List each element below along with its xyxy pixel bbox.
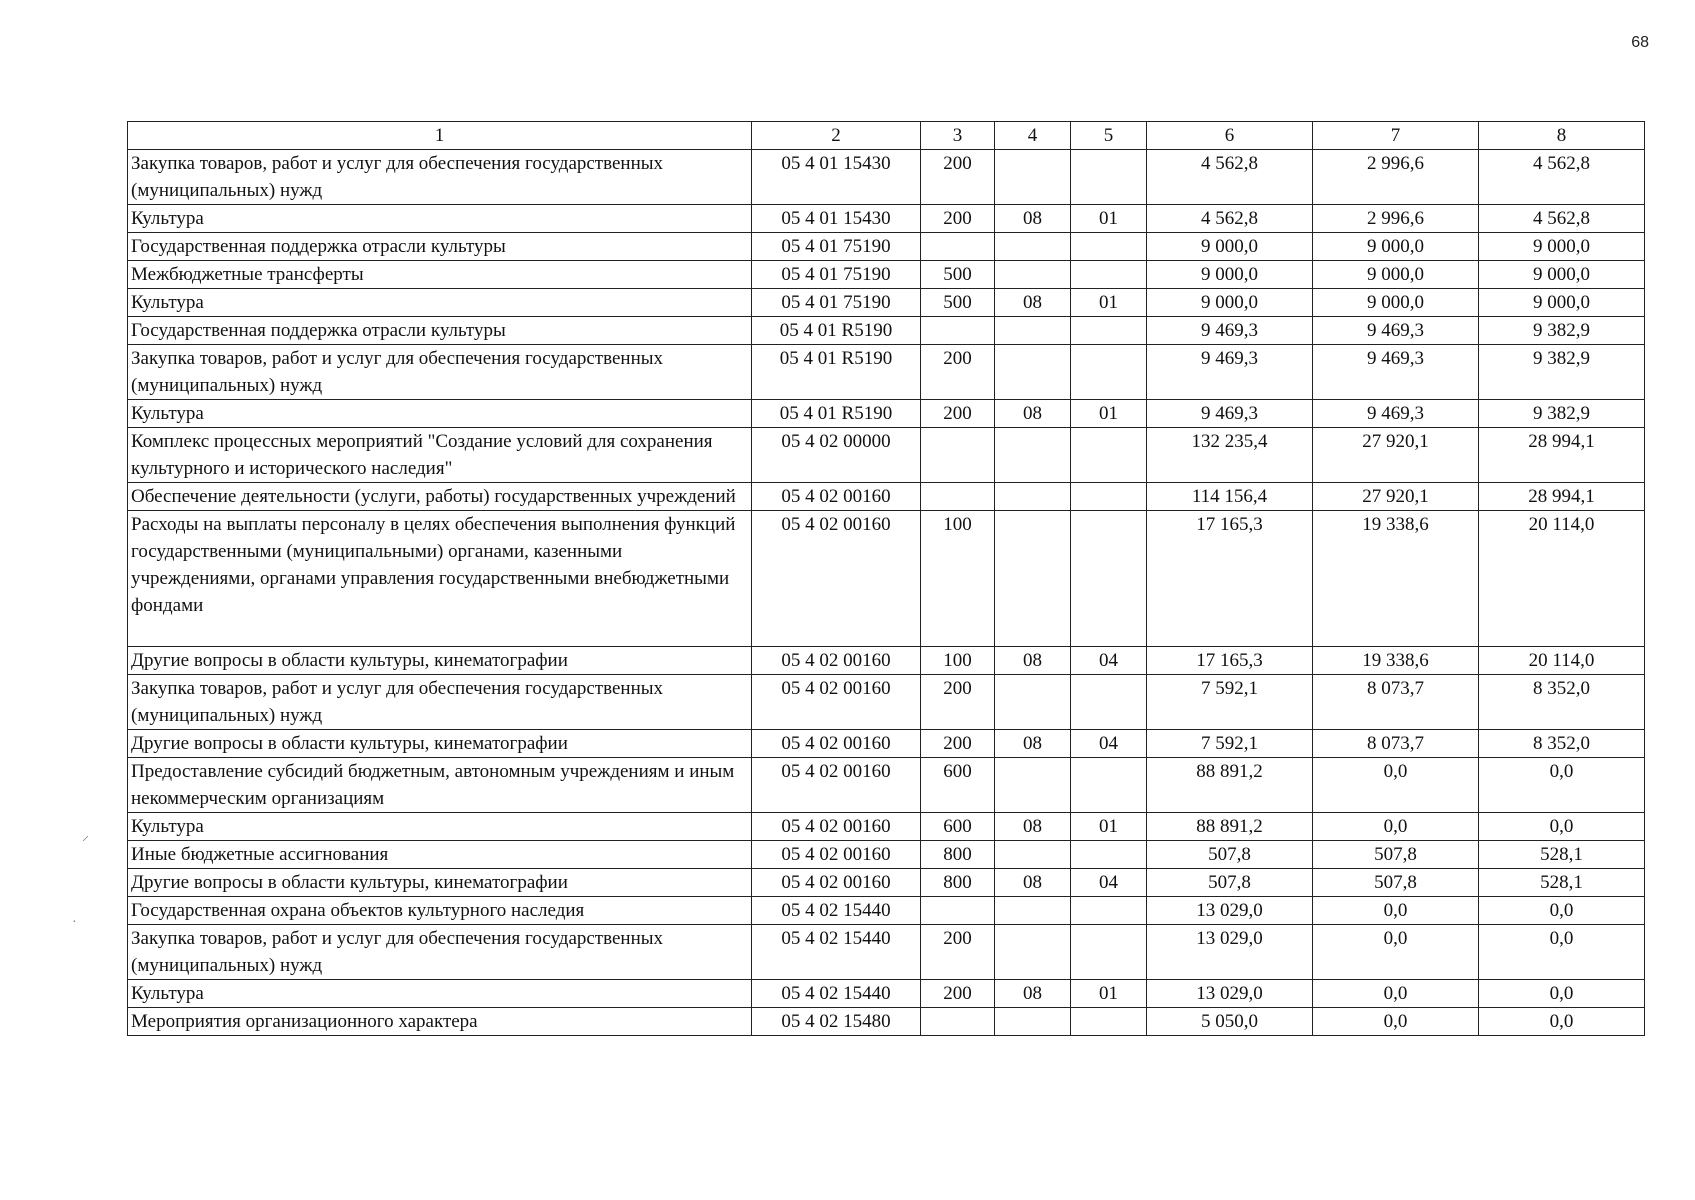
cell-section <box>995 675 1071 730</box>
cell-section <box>995 317 1071 345</box>
cell-amount-col-7: 9 000,0 <box>1313 289 1479 317</box>
table-row <box>128 841 1645 869</box>
cell-amount-col-8: 9 382,9 <box>1479 317 1645 345</box>
cell-target-code: 05 4 02 00160 <box>752 869 921 897</box>
cell-amount-col-8: 8 352,0 <box>1479 675 1645 730</box>
cell-target-code: 05 4 01 15430 <box>752 150 921 205</box>
cell-amount-col-6: 4 562,8 <box>1147 150 1313 205</box>
cell-amount-col-8: 0,0 <box>1479 897 1645 925</box>
cell-expense-type: 200 <box>921 730 995 758</box>
scan-dot: · <box>72 915 77 930</box>
cell-expense-type: 200 <box>921 345 995 400</box>
table-row <box>128 730 1645 758</box>
cell-expense-name: Государственная поддержка отрасли культуры <box>128 317 752 345</box>
cell-section: 08 <box>995 980 1071 1008</box>
cell-amount-col-6: 507,8 <box>1147 841 1313 869</box>
cell-section <box>995 483 1071 511</box>
cell-amount-col-6: 9 000,0 <box>1147 261 1313 289</box>
cell-section: 08 <box>995 289 1071 317</box>
table-row <box>128 647 1645 675</box>
cell-section <box>995 841 1071 869</box>
cell-amount-col-6: 9 469,3 <box>1147 317 1313 345</box>
cell-section: 08 <box>995 730 1071 758</box>
cell-amount-col-8: 0,0 <box>1479 758 1645 813</box>
cell-target-code: 05 4 02 00160 <box>752 483 921 511</box>
table-body <box>128 150 1645 1036</box>
cell-expense-type: 200 <box>921 400 995 428</box>
cell-amount-col-6: 5 050,0 <box>1147 1008 1313 1036</box>
cell-subsection: 01 <box>1071 289 1147 317</box>
cell-amount-col-7: 0,0 <box>1313 897 1479 925</box>
cell-subsection <box>1071 233 1147 261</box>
cell-subsection: 01 <box>1071 980 1147 1008</box>
cell-expense-name: Обеспечение деятельности (услуги, работы) государственных учреждений <box>128 483 752 511</box>
cell-expense-name: Межбюджетные трансферты <box>128 261 752 289</box>
cell-target-code: 05 4 02 15440 <box>752 897 921 925</box>
cell-target-code: 05 4 01 R5190 <box>752 400 921 428</box>
cell-expense-type: 200 <box>921 980 995 1008</box>
cell-expense-name: Культура <box>128 813 752 841</box>
cell-amount-col-8: 528,1 <box>1479 869 1645 897</box>
cell-subsection <box>1071 925 1147 980</box>
cell-amount-col-8: 0,0 <box>1479 925 1645 980</box>
cell-amount-col-6: 507,8 <box>1147 869 1313 897</box>
cell-target-code: 05 4 02 00160 <box>752 730 921 758</box>
cell-expense-type: 200 <box>921 925 995 980</box>
table-row <box>128 897 1645 925</box>
cell-target-code: 05 4 01 R5190 <box>752 317 921 345</box>
cell-subsection <box>1071 511 1147 647</box>
cell-expense-name: Другие вопросы в области культуры, кинематографии <box>128 730 752 758</box>
cell-expense-type: 200 <box>921 150 995 205</box>
cell-section <box>995 428 1071 483</box>
cell-amount-col-7: 0,0 <box>1313 758 1479 813</box>
cell-section <box>995 233 1071 261</box>
table-row <box>128 758 1645 813</box>
cell-expense-type: 600 <box>921 758 995 813</box>
cell-subsection: 04 <box>1071 647 1147 675</box>
cell-expense-type <box>921 1008 995 1036</box>
cell-amount-col-7: 2 996,6 <box>1313 150 1479 205</box>
table-row <box>128 261 1645 289</box>
column-header-1: 1 <box>128 122 752 150</box>
column-header-8: 8 <box>1479 122 1645 150</box>
cell-subsection: 01 <box>1071 813 1147 841</box>
cell-amount-col-7: 19 338,6 <box>1313 647 1479 675</box>
cell-amount-col-7: 27 920,1 <box>1313 428 1479 483</box>
cell-amount-col-7: 27 920,1 <box>1313 483 1479 511</box>
cell-expense-type <box>921 428 995 483</box>
table-row <box>128 345 1645 400</box>
cell-expense-name: Государственная поддержка отрасли культуры <box>128 233 752 261</box>
cell-target-code: 05 4 02 00160 <box>752 758 921 813</box>
cell-subsection: 04 <box>1071 869 1147 897</box>
cell-expense-name: Закупка товаров, работ и услуг для обеспечения государственных (муниципальных) нужд <box>128 925 752 980</box>
cell-amount-col-8: 28 994,1 <box>1479 428 1645 483</box>
cell-expense-type <box>921 233 995 261</box>
cell-amount-col-7: 0,0 <box>1313 925 1479 980</box>
cell-expense-type <box>921 317 995 345</box>
cell-subsection <box>1071 1008 1147 1036</box>
cell-amount-col-7: 9 000,0 <box>1313 261 1479 289</box>
table-row <box>128 980 1645 1008</box>
column-header-4: 4 <box>995 122 1071 150</box>
table-row <box>128 511 1645 647</box>
cell-amount-col-6: 17 165,3 <box>1147 647 1313 675</box>
cell-amount-col-7: 9 469,3 <box>1313 400 1479 428</box>
cell-expense-type: 800 <box>921 869 995 897</box>
cell-amount-col-7: 9 469,3 <box>1313 317 1479 345</box>
cell-target-code: 05 4 02 15440 <box>752 925 921 980</box>
cell-expense-name: Закупка товаров, работ и услуг для обеспечения государственных (муниципальных) нужд <box>128 150 752 205</box>
table-row <box>128 869 1645 897</box>
cell-expense-name: Культура <box>128 400 752 428</box>
cell-expense-name: Культура <box>128 289 752 317</box>
cell-target-code: 05 4 02 00160 <box>752 647 921 675</box>
cell-amount-col-6: 9 000,0 <box>1147 289 1313 317</box>
cell-amount-col-6: 17 165,3 <box>1147 511 1313 647</box>
cell-amount-col-7: 19 338,6 <box>1313 511 1479 647</box>
budget-table <box>127 121 1645 1036</box>
cell-section: 08 <box>995 647 1071 675</box>
cell-amount-col-8: 0,0 <box>1479 980 1645 1008</box>
cell-expense-name: Мероприятия организационного характера <box>128 1008 752 1036</box>
cell-target-code: 05 4 02 00000 <box>752 428 921 483</box>
cell-expense-type <box>921 483 995 511</box>
cell-target-code: 05 4 02 15480 <box>752 1008 921 1036</box>
table-row <box>128 925 1645 980</box>
table-row <box>128 675 1645 730</box>
cell-amount-col-8: 528,1 <box>1479 841 1645 869</box>
cell-section <box>995 758 1071 813</box>
header-row <box>128 122 1645 150</box>
cell-amount-col-7: 507,8 <box>1313 869 1479 897</box>
table-row <box>128 233 1645 261</box>
cell-amount-col-6: 88 891,2 <box>1147 813 1313 841</box>
cell-amount-col-8: 9 000,0 <box>1479 289 1645 317</box>
cell-amount-col-7: 0,0 <box>1313 980 1479 1008</box>
cell-expense-type: 800 <box>921 841 995 869</box>
column-header-5: 5 <box>1071 122 1147 150</box>
cell-amount-col-6: 4 562,8 <box>1147 205 1313 233</box>
cell-amount-col-7: 2 996,6 <box>1313 205 1479 233</box>
cell-amount-col-6: 9 469,3 <box>1147 345 1313 400</box>
cell-amount-col-8: 9 000,0 <box>1479 233 1645 261</box>
cell-amount-col-6: 13 029,0 <box>1147 925 1313 980</box>
cell-section <box>995 150 1071 205</box>
cell-amount-col-7: 0,0 <box>1313 1008 1479 1036</box>
cell-amount-col-8: 9 382,9 <box>1479 400 1645 428</box>
cell-expense-name: Расходы на выплаты персоналу в целях обеспечения выполнения функций государственными (муниципальными) органами, казенными учреждениями, органами управления государственными внебюджетными фондами <box>128 511 752 647</box>
scan-mark: ⸝ <box>82 829 89 844</box>
cell-amount-col-6: 13 029,0 <box>1147 980 1313 1008</box>
cell-target-code: 05 4 02 15440 <box>752 980 921 1008</box>
cell-amount-col-7: 0,0 <box>1313 813 1479 841</box>
cell-amount-col-6: 13 029,0 <box>1147 897 1313 925</box>
table-row <box>128 483 1645 511</box>
cell-subsection <box>1071 758 1147 813</box>
cell-amount-col-6: 9 000,0 <box>1147 233 1313 261</box>
cell-amount-col-7: 507,8 <box>1313 841 1479 869</box>
cell-amount-col-8: 20 114,0 <box>1479 511 1645 647</box>
cell-amount-col-7: 9 000,0 <box>1313 233 1479 261</box>
cell-amount-col-8: 4 562,8 <box>1479 205 1645 233</box>
cell-amount-col-7: 8 073,7 <box>1313 730 1479 758</box>
cell-amount-col-8: 20 114,0 <box>1479 647 1645 675</box>
table-row <box>128 400 1645 428</box>
cell-amount-col-6: 88 891,2 <box>1147 758 1313 813</box>
column-header-7: 7 <box>1313 122 1479 150</box>
cell-subsection: 01 <box>1071 205 1147 233</box>
cell-expense-type: 500 <box>921 289 995 317</box>
cell-amount-col-7: 8 073,7 <box>1313 675 1479 730</box>
table-row <box>128 289 1645 317</box>
cell-target-code: 05 4 01 75190 <box>752 233 921 261</box>
cell-expense-type <box>921 897 995 925</box>
cell-expense-type: 600 <box>921 813 995 841</box>
cell-section <box>995 511 1071 647</box>
cell-target-code: 05 4 02 00160 <box>752 841 921 869</box>
table-row <box>128 205 1645 233</box>
cell-section <box>995 1008 1071 1036</box>
cell-expense-type: 500 <box>921 261 995 289</box>
table-row <box>128 1008 1645 1036</box>
cell-amount-col-6: 7 592,1 <box>1147 675 1313 730</box>
cell-target-code: 05 4 01 15430 <box>752 205 921 233</box>
table-row <box>128 317 1645 345</box>
cell-amount-col-8: 9 382,9 <box>1479 345 1645 400</box>
cell-amount-col-6: 7 592,1 <box>1147 730 1313 758</box>
table-row <box>128 813 1645 841</box>
cell-section: 08 <box>995 813 1071 841</box>
cell-section <box>995 261 1071 289</box>
cell-subsection <box>1071 428 1147 483</box>
cell-target-code: 05 4 01 75190 <box>752 261 921 289</box>
cell-section <box>995 925 1071 980</box>
cell-section: 08 <box>995 400 1071 428</box>
cell-expense-name: Другие вопросы в области культуры, кинематографии <box>128 869 752 897</box>
cell-subsection <box>1071 345 1147 400</box>
cell-expense-type: 100 <box>921 511 995 647</box>
cell-target-code: 05 4 02 00160 <box>752 675 921 730</box>
cell-subsection <box>1071 150 1147 205</box>
cell-amount-col-8: 28 994,1 <box>1479 483 1645 511</box>
cell-section: 08 <box>995 205 1071 233</box>
cell-subsection <box>1071 675 1147 730</box>
cell-amount-col-8: 0,0 <box>1479 813 1645 841</box>
cell-subsection <box>1071 317 1147 345</box>
cell-subsection <box>1071 261 1147 289</box>
cell-target-code: 05 4 02 00160 <box>752 511 921 647</box>
table-header <box>128 122 1645 150</box>
cell-expense-type: 100 <box>921 647 995 675</box>
cell-amount-col-6: 132 235,4 <box>1147 428 1313 483</box>
cell-amount-col-8: 9 000,0 <box>1479 261 1645 289</box>
cell-subsection <box>1071 483 1147 511</box>
cell-expense-name: Закупка товаров, работ и услуг для обеспечения государственных (муниципальных) нужд <box>128 345 752 400</box>
cell-expense-name: Культура <box>128 205 752 233</box>
cell-amount-col-8: 4 562,8 <box>1479 150 1645 205</box>
cell-section <box>995 345 1071 400</box>
cell-subsection <box>1071 841 1147 869</box>
cell-amount-col-8: 8 352,0 <box>1479 730 1645 758</box>
cell-expense-name: Закупка товаров, работ и услуг для обеспечения государственных (муниципальных) нужд <box>128 675 752 730</box>
cell-amount-col-7: 9 469,3 <box>1313 345 1479 400</box>
cell-section <box>995 897 1071 925</box>
cell-expense-name: Предоставление субсидий бюджетным, автономным учреждениям и иным некоммерческим организациям <box>128 758 752 813</box>
cell-section: 08 <box>995 869 1071 897</box>
cell-expense-name: Культура <box>128 980 752 1008</box>
table-row <box>128 428 1645 483</box>
column-header-3: 3 <box>921 122 995 150</box>
cell-expense-name: Другие вопросы в области культуры, кинематографии <box>128 647 752 675</box>
cell-subsection <box>1071 897 1147 925</box>
cell-amount-col-6: 9 469,3 <box>1147 400 1313 428</box>
cell-subsection: 04 <box>1071 730 1147 758</box>
table-row <box>128 150 1645 205</box>
page-number: 68 <box>1631 34 1649 51</box>
cell-subsection: 01 <box>1071 400 1147 428</box>
cell-expense-name: Государственная охрана объектов культурного наследия <box>128 897 752 925</box>
cell-expense-type: 200 <box>921 675 995 730</box>
cell-expense-type: 200 <box>921 205 995 233</box>
cell-amount-col-6: 114 156,4 <box>1147 483 1313 511</box>
cell-amount-col-8: 0,0 <box>1479 1008 1645 1036</box>
column-header-6: 6 <box>1147 122 1313 150</box>
cell-target-code: 05 4 02 00160 <box>752 813 921 841</box>
cell-target-code: 05 4 01 R5190 <box>752 345 921 400</box>
cell-target-code: 05 4 01 75190 <box>752 289 921 317</box>
cell-expense-name: Комплекс процессных мероприятий "Создание условий для сохранения культурного и исторического наследия" <box>128 428 752 483</box>
column-header-2: 2 <box>752 122 921 150</box>
cell-expense-name: Иные бюджетные ассигнования <box>128 841 752 869</box>
